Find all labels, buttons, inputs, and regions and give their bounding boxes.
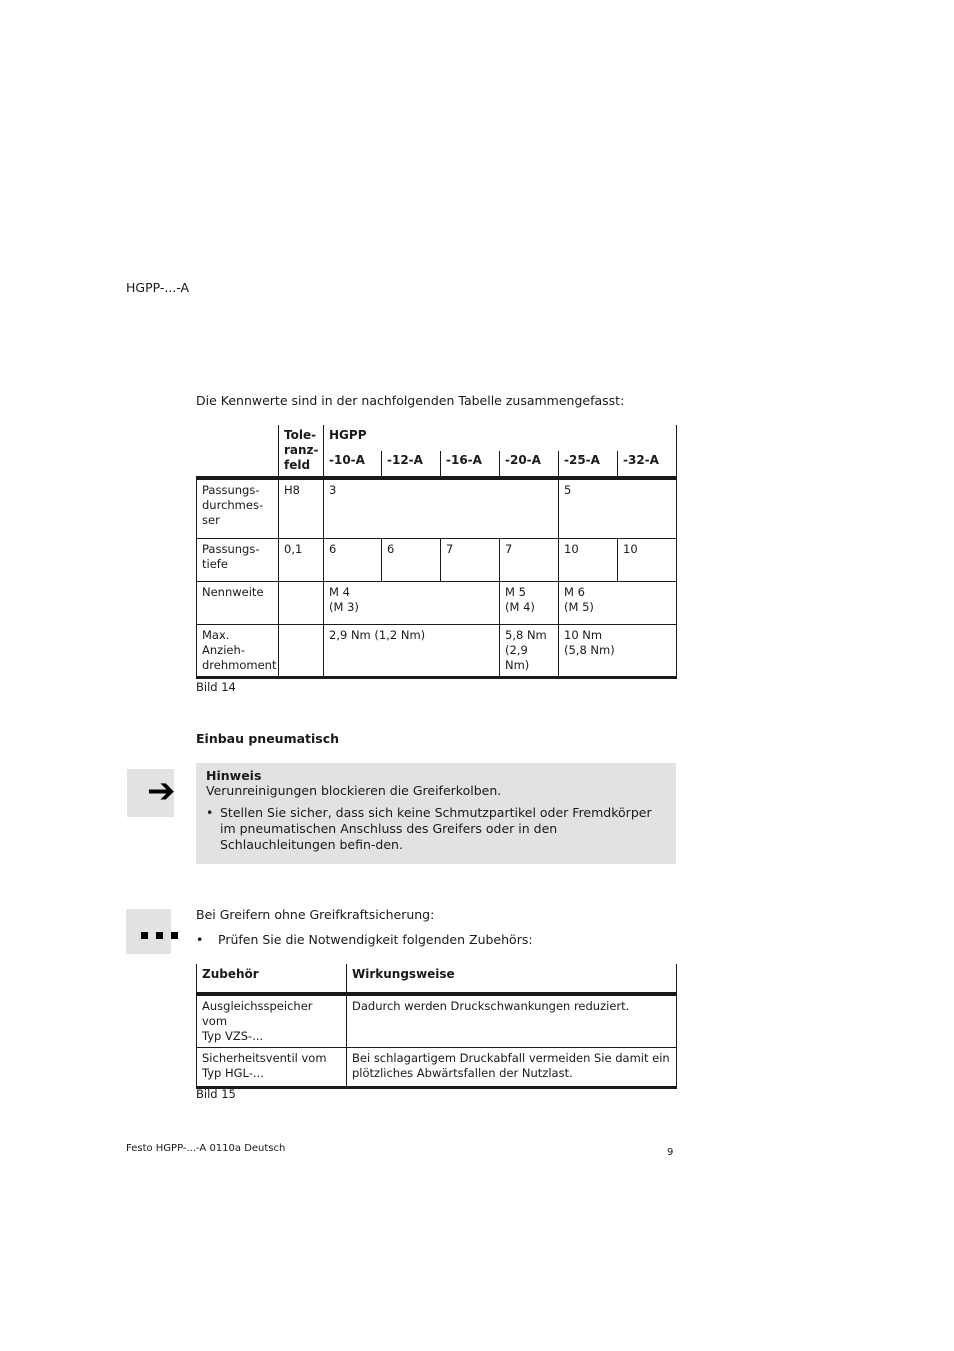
footer-text: Festo HGPP-...-A 0110a Deutsch — [126, 1143, 286, 1154]
table-row — [197, 624, 677, 677]
page-number: 9 — [667, 1147, 674, 1158]
accessories-table — [196, 964, 677, 1089]
value-cell: M 5 (M 4) — [500, 581, 559, 624]
value-cell: 10 — [559, 538, 618, 581]
value-cell: 6 — [324, 538, 382, 581]
value-cell: 5 — [559, 478, 677, 538]
value-cell: 10 Nm (5,8 Nm) — [559, 624, 677, 677]
row-label: Nennweite — [197, 581, 279, 624]
bullet-marker: • — [206, 805, 214, 820]
header-size: -12-A — [382, 451, 441, 478]
header-size: -20-A — [500, 451, 559, 478]
value-cell: M 4 (M 3) — [324, 581, 500, 624]
value-cell: 6 — [382, 538, 441, 581]
effect-cell: Dadurch werden Druckschwankungen reduziert. — [347, 994, 677, 1048]
header-size: -32-A — [618, 451, 677, 478]
value-cell: 7 — [500, 538, 559, 581]
note-bullet-text: Stellen Sie sicher, dass sich keine Schmutzpartikel oder Fremdkörper im pneumatischen Anschluss des Greifers oder in den Schlauchleitungen befin-den. — [220, 805, 652, 852]
note-icon-box — [127, 769, 174, 817]
table-row — [197, 1048, 677, 1088]
header-effect: Wirkungsweise — [347, 964, 677, 994]
value-cell: 10 — [618, 538, 677, 581]
header-empty-cell — [197, 425, 279, 478]
square-dot-icon — [156, 932, 163, 939]
header-tolerance: Tole- ranz- feld — [279, 425, 324, 478]
tolerance-cell: 0,1 — [279, 538, 324, 581]
header-hgpp: HGPP — [324, 425, 677, 451]
note-title: Hinweis — [206, 768, 262, 783]
tolerance-cell: H8 — [279, 478, 324, 538]
header-size: -25-A — [559, 451, 618, 478]
action-steps-icon — [126, 909, 171, 954]
tolerance-cell — [279, 624, 324, 677]
value-cell: 3 — [324, 478, 559, 538]
header-size: -10-A — [324, 451, 382, 478]
square-dot-icon — [141, 932, 148, 939]
row-label: Passungs- durchmes- ser — [197, 478, 279, 538]
effect-cell: Bei schlagartigem Druckabfall vermeiden Sie damit ein plötzliches Abwärtsfallen der Nutzlast. — [347, 1048, 677, 1088]
section-title: Einbau pneumatisch — [196, 731, 340, 746]
running-header: HGPP-...-A — [126, 280, 190, 295]
figure-caption: Bild 14 — [196, 680, 236, 694]
row-label: Max. Anzieh- drehmoment — [197, 624, 279, 677]
accessory-cell: Sicherheitsventil vom Typ HGL-... — [197, 1048, 347, 1088]
characteristics-table — [196, 425, 677, 679]
note-box — [196, 763, 676, 864]
tolerance-cell — [279, 581, 324, 624]
note-bullet — [206, 805, 661, 853]
value-cell: 2,9 Nm (1,2 Nm) — [324, 624, 500, 677]
intro-text: Die Kennwerte sind in der nachfolgenden Tabelle zusammengefasst: — [196, 393, 625, 408]
note-text: Verunreinigungen blockieren die Greiferkolben. — [206, 783, 502, 798]
paragraph: Bei Greifern ohne Greifkraftsicherung: — [196, 907, 435, 922]
table-row — [197, 994, 677, 1048]
table-row — [197, 538, 677, 581]
bullet-text: Prüfen Sie die Notwendigkeit folgenden Zubehörs: — [218, 932, 533, 947]
row-label: Passungs- tiefe — [197, 538, 279, 581]
header-size: -16-A — [441, 451, 500, 478]
value-cell: 7 — [441, 538, 500, 581]
figure-caption: Bild 15 — [196, 1087, 236, 1101]
table-row — [197, 478, 677, 538]
accessory-cell: Ausgleichsspeicher vom Typ VZS-... — [197, 994, 347, 1048]
value-cell: 5,8 Nm (2,9 Nm) — [500, 624, 559, 677]
arrow-right-icon: ➔ — [147, 771, 176, 811]
header-accessory: Zubehör — [197, 964, 347, 994]
table-row — [197, 581, 677, 624]
value-cell: M 6 (M 5) — [559, 581, 677, 624]
bullet-marker: • — [196, 932, 204, 947]
square-dot-icon — [171, 932, 178, 939]
